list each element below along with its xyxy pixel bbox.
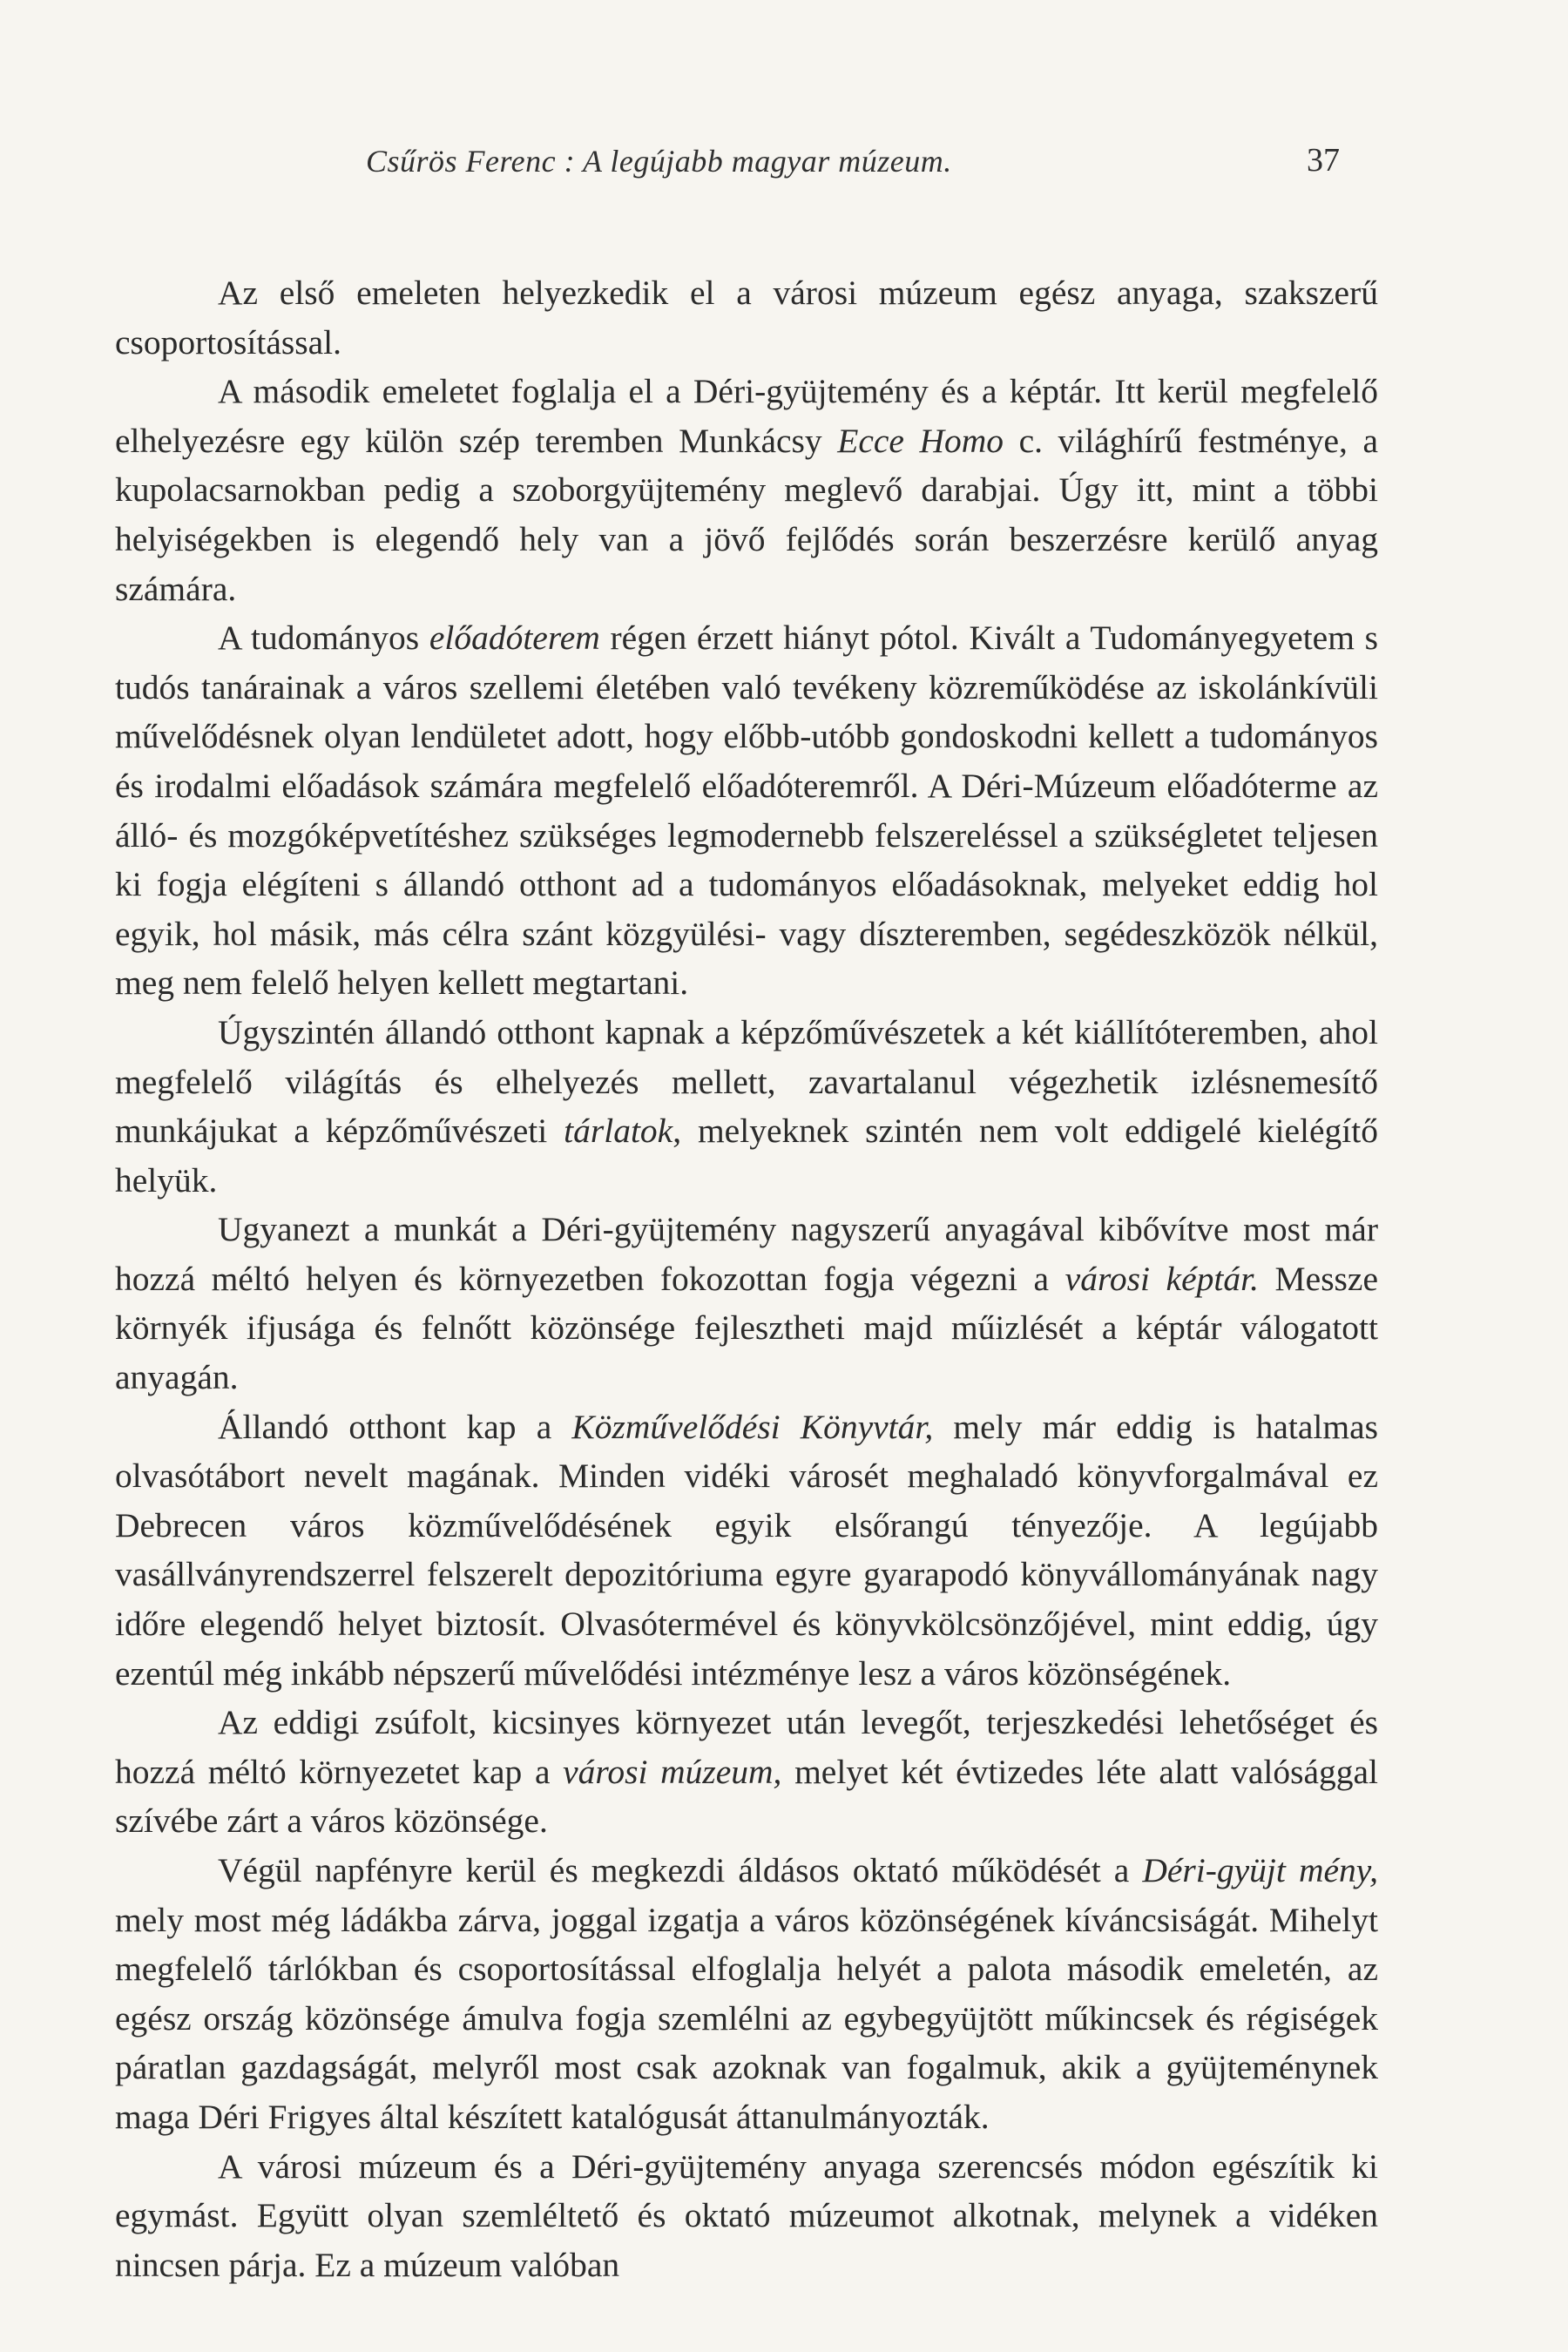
paragraph-8	[115, 1846, 1378, 2142]
paragraph-8-text-a: Végül napfényre kerül és megkezdi áldásos oktató működését a	[218, 1851, 1143, 1889]
paragraph-5	[115, 1205, 1378, 1402]
paragraph-2-emphasis: Ecce Homo	[837, 421, 1004, 460]
paragraph-6-text-b: mely már eddig is hatalmas olvasótábort nevelt magának. Minden vidéki városét meghaladó könyvforgalmával ez Debrecen város közművelődésének egyik elsőrangú tényezője. A legújabb vasállványrendszerrel felszerelt depozitóriuma egyre gyarapodó könyvállományának nagy időre elegendő helyet biztosít. Olvasótermével és könyvkölcsönzőjével, mint eddig, úgy ezentúl még inkább népszerű művelődési intézménye lesz a város közönségének.	[115, 1407, 1378, 1693]
paragraph-5-text-a: Ugyanezt a munkát a Déri-gyüjtemény nagyszerű anyagával kibővítve most már hozzá méltó helyen és környezetben fokozottan fogja végezni a	[115, 1210, 1378, 1298]
paragraph-3-emphasis: előadóterem	[429, 618, 600, 658]
paragraph-5-emphasis: városi képtár.	[1064, 1259, 1259, 1298]
paragraph-4	[115, 1008, 1378, 1205]
paragraph-2	[115, 367, 1378, 613]
page-number: 37	[1307, 142, 1340, 179]
paragraph-6-text-a: Állandó otthont kap a	[218, 1407, 572, 1446]
paragraph-6-emphasis: Közművelődési Könyvtár,	[571, 1407, 934, 1446]
paragraph-1	[115, 268, 1378, 367]
paragraph-7-emphasis: városi múzeum,	[563, 1752, 782, 1791]
paragraph-2-text-b: c. világhírű festménye, a kupolacsarnokban pedig a szoborgyüjtemény meglevő darabjai. Úgy itt, mint a többi helyiségekben is elegendő hely van a jövő fejlődés során beszerzésre kerülő anyag számára.	[115, 421, 1379, 608]
paragraph-6	[115, 1402, 1378, 1699]
paragraph-8-text-b: mely most még ládákba zárva, joggal izgatja a város közönségének kíváncsiságát. Mihelyt megfelelő tárlókban és csoportosítással elfoglalja helyét a palota második emeletén, az egész ország közönsége ámulva fogja szemlélni az egybegyüjtött műkincsek és régiségek páratlan gazdagságát, melyről most csak azoknak van fogalmuk, akik a gyüjteménynek maga Déri Frigyes által készített katalógusát áttanulmányozták.	[115, 1900, 1378, 2136]
paragraph-7	[115, 1698, 1378, 1846]
paragraph-7-text-b: melyet két évtizedes léte alatt valósággal szívébe zárt a város közönsége.	[115, 1752, 1378, 1841]
paragraph-3-text-b: régen érzett hiányt pótol. Kivált a Tudományegyetem s tudós tanárainak a város szellemi életében való tevékeny közreműködése az iskolánkívüli művelődésnek olyan lendületet adott, hogy előbb-utóbb gondoskodni kellett a tudományos és irodalmi előadások számára megfelelő előadóteremről. A Déri-Múzeum előadóterme az álló- és mozgóképvetítéshez szükséges legmodernebb felszereléssel a szükségletet teljesen ki fogja elégíteni s állandó otthont ad a tudományos előadásoknak, melyeket eddig hol egyik, hol másik, más célra szánt közgyülési- vagy díszteremben, segédeszközök nélkül, meg nem felelő helyen kellett megtartani.	[115, 618, 1378, 1003]
paragraph-9-text: A városi múzeum és a Déri-gyüjtemény anyaga szerencsés módon egészítik ki egymást. Együtt olyan szemléltető és oktató múzeumot alkotnak, melynek a vidéken nincsen párja. Ez a múzeum valóban	[115, 2146, 1378, 2284]
paragraph-2-text-a: A második emeletet foglalja el a Déri-gyüjtemény és a képtár. Itt kerül megfelelő elhelyezésre egy külön szép teremben Munkácsy	[115, 372, 1378, 460]
paragraph-4-text-a: Úgyszintén állandó otthont kapnak a képzőművészetek a két kiállítóteremben, ahol megfelelő világítás és elhelyezés mellett, zavartalanul végezhetik izlésnemesítő munkájukat a képzőművészeti	[115, 1012, 1378, 1151]
body-text	[115, 268, 1378, 2289]
paragraph-3	[115, 613, 1378, 1008]
paragraph-4-emphasis: tárlatok	[564, 1112, 673, 1151]
paragraph-7-text-a: Az eddigi zsúfolt, kicsinyes környezet után levegőt, terjeszkedési lehetőséget és hozzá méltó környezetet kap a	[115, 1703, 1378, 1791]
paragraph-5-text-b: Messze környék ifjusága és felnőtt közönsége fejlesztheti majd műizlését a képtár válogatott anyagán.	[115, 1259, 1378, 1397]
paragraph-9	[115, 2142, 1378, 2290]
paragraph-3-text-a: A tudományos	[218, 618, 429, 658]
paragraph-1-text: Az első emeleten helyezkedik el a városi múzeum egész anyaga, szakszerű csoportosítással.	[115, 274, 1378, 362]
paragraph-4-text-b: , melyeknek szintén nem volt eddigelé kielégítő helyük.	[115, 1112, 1378, 1200]
paragraph-8-emphasis: Déri-gyüjt mény,	[1142, 1851, 1378, 1889]
running-head: Csűrös Ferenc : A legújabb magyar múzeum.	[366, 144, 952, 179]
